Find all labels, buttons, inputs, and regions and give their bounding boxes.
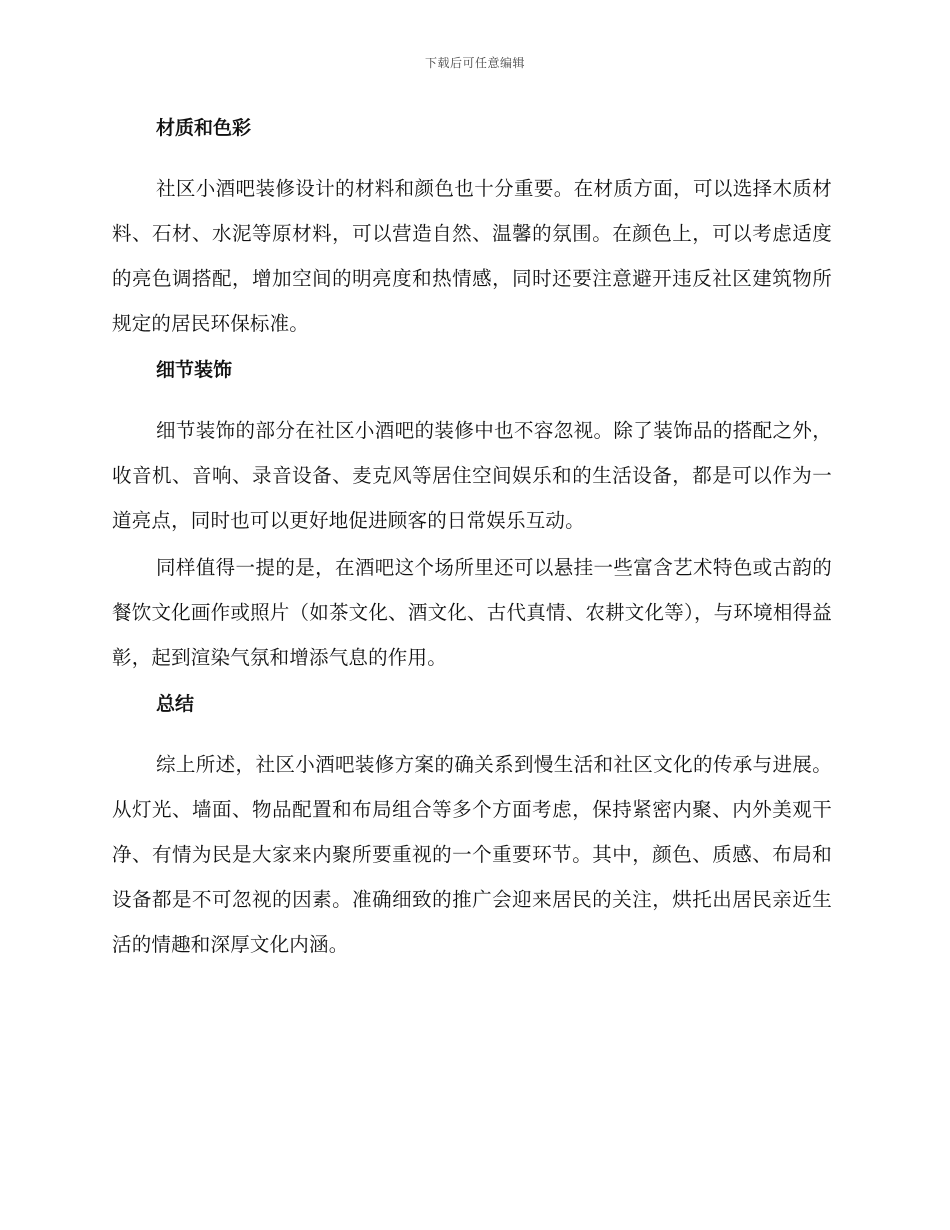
paragraph-materials: 社区小酒吧装修设计的材料和颜色也十分重要。在材质方面，可以选择木质材料、石材、水泥等原材料，可以营造自然、温馨的氛围。在颜色上，可以考虑适度的亮色调搭配，增加空间的明亮度和热情感，同时还要注意避开违反社区建筑物所规定的居民环保标准。 — [112, 177, 832, 335]
paragraph-details-1: 细节装饰的部分在社区小酒吧的装修中也不容忽视。除了装饰品的搭配之外，收音机、音响、录音设备、麦克风等居住空间娱乐和的生活设备，都是可以作为一道亮点，同时也可以更好地促进顾客的日常娱乐互动。 — [112, 419, 832, 532]
section-heading-materials: 材质和色彩 — [156, 117, 252, 139]
document-body — [112, 112, 832, 969]
header-note: 下载后可任意编辑 — [424, 56, 525, 70]
paragraph-summary: 综上所述，社区小酒吧装修方案的确关系到慢生活和社区文化的传承与进展。从灯光、墙面、物品配置和布局组合等多个方面考虑，保持紧密内聚、内外美观干净、有情为民是大家来内聚所要重视的一个重要环节。其中，颜色、质感、布局和设备都是不可忽视的因素。准确细致的推广会迎来居民的关注，烘托出居民亲近生活的情趣和深厚文化内涵。 — [112, 753, 832, 956]
section-heading-summary: 总结 — [156, 693, 195, 715]
paragraph-details-2: 同样值得一提的是，在酒吧这个场所里还可以悬挂一些富含艺术特色或古韵的餐饮文化画作或照片（如茶文化、酒文化、古代真情、农耕文化等），与环境相得益彰，起到渲染气氛和增添气息的作用。 — [112, 556, 832, 669]
section-heading-details: 细节装饰 — [156, 359, 233, 381]
